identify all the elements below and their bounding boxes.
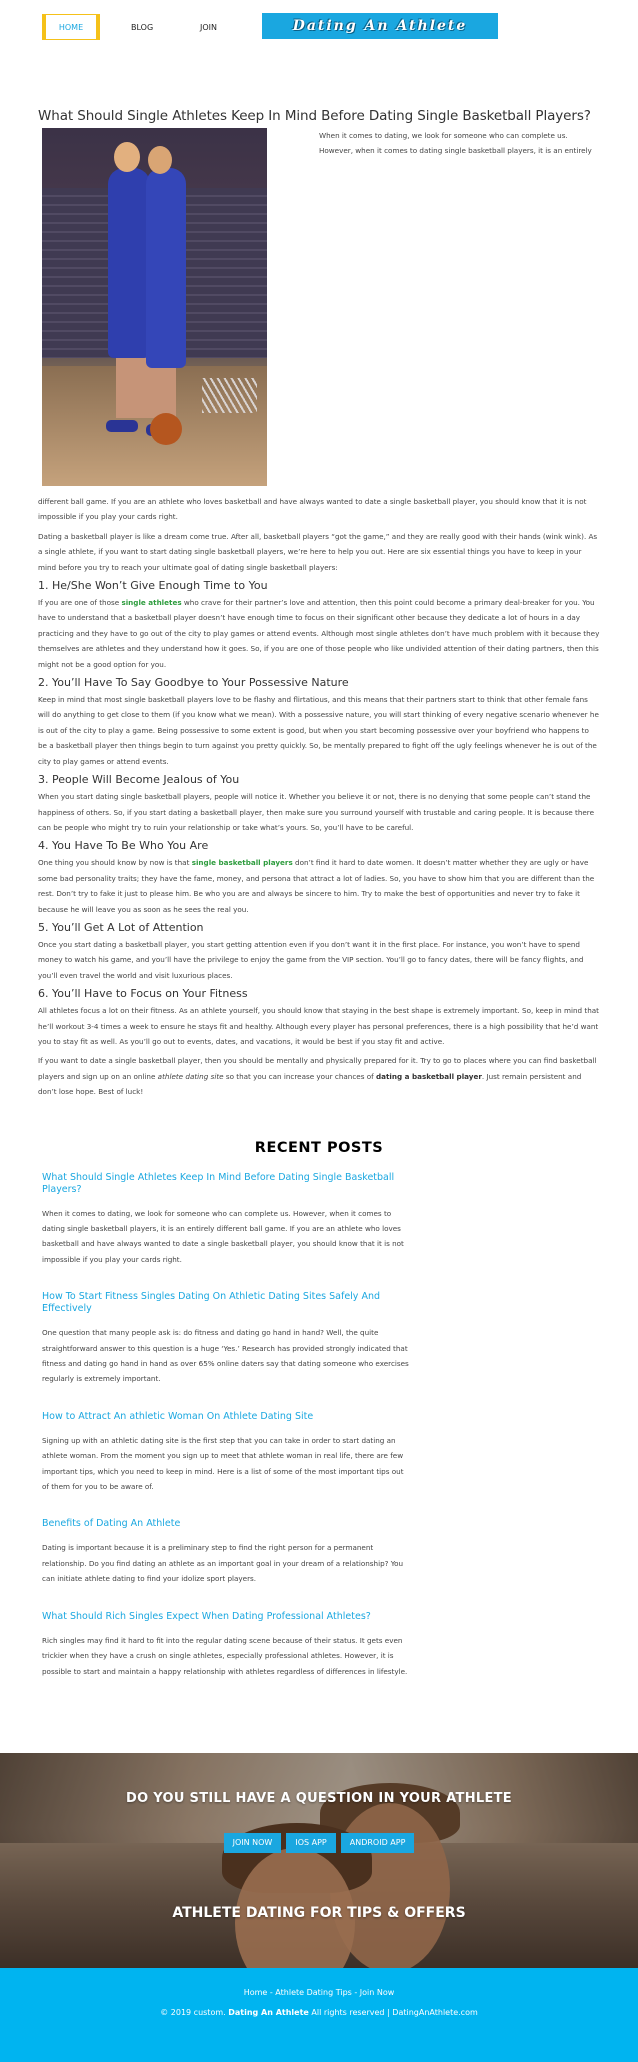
section-heading-5: 5. You’ll Get A Lot of Attention: [38, 920, 204, 934]
section-text-1: If you are one of those single athletes who crave for their partner’s love and attention, then this point could become a primary deal-breaker for you. You have to understand that a basketball player doesn’t have enough time to focus on their significant other because they dedicate a lot of hours in a day practicing and they have to go out of the city to play games or attend events. Although most single athletes don’t have much problem with it because they themselves are athletes and they understand how it goes. So, if you are one of those people who like undivided attention of their dating partners, then this might not be a good option for you.: [38, 598, 600, 669]
footer-copyright: © 2019 custom. Dating An Athlete All rights reserved | DatingAnAthlete.com: [160, 2007, 478, 2017]
footer-links[interactable]: Home - Athlete Dating Tips - Join Now: [243, 1987, 395, 1997]
recent-posts-title: RECENT POSTS: [254, 1139, 384, 1156]
article-intro: When it comes to dating, we look for someone who can complete us. However, when it comes to dating single basketball players, it is an entirely: [319, 131, 592, 156]
recent-post-excerpt: One question that many people ask is: do fitness and dating go hand in hand? Well, the quite straightforward answer to this question is a huge ‘Yes.’ Research has provided strongly indicated that fitness and dating go hand in hand as over 65% online daters say that dating someone who exercises regularly is extremely important.: [42, 1328, 409, 1384]
recent-post-title[interactable]: What Should Single Athletes Keep In Mind Before Dating Single Basketball Players?: [42, 1171, 395, 1195]
recent-post-title[interactable]: How To Start Fitness Singles Dating On Athletic Dating Sites Safely And Effectively: [42, 1291, 381, 1315]
android-app-button[interactable]: ANDROID APP: [341, 1833, 415, 1853]
section-text-6: All athletes focus a lot on their fitness. As an athlete yourself, you should know that staying in the best shape is extremely important. So, keep in mind that he’ll workout 3-4 times a week to ensure he stays fit and healthy. Although every player has personal preferences, there is a high possibility that he’d want you to stay fit as well. As you’ll go out to events, dates, and vacations, it would be best if you stay fit and active.: [38, 1006, 599, 1046]
nav-blog-link[interactable]: BLOG: [131, 22, 154, 32]
recent-post: [42, 1411, 412, 1495]
section-text-4: One thing you should know by now is that single basketball players don’t find it hard to date women. It doesn’t matter whether they are ugly or have some bad personality traits; they have the fame, money, and persona that attract a lot of ladies. So, you have to show him that you are different than the rest. Don’t try to fake it just to please him. Be who you are and always be sincere to him. Try to make the best of opportunities and never try to fake it because he will leave you as soon as he sees the real you.: [38, 858, 595, 914]
recent-post-excerpt: Rich singles may find it hard to fit into the regular dating scene because of their status. It gets even trickier when they have a crush on single athletes, especially professional athletes. However, it is possible to start and maintain a happy relationship with athletes regardless of differences in lifestyle.: [42, 1635, 408, 1676]
single-basketball-players-link[interactable]: single basketball players: [191, 858, 293, 868]
cta-banner: [0, 1753, 638, 1968]
section-text-3: When you start dating single basketball players, people will notice it. Whether you believe it or not, there is no denying that some people can’t stand the happiness of others. So, if you start dating a basketball player, then make sure you surround yourself with trustable and caring people. It is because there can be people who might try to ruin your relationship or take what’s yours. So, you’ll have to be careful.: [38, 792, 595, 832]
article: [0, 70, 638, 1100]
recent-posts: [0, 1104, 638, 1733]
recent-post-excerpt: Signing up with an athletic dating site is the first step that you can take in order to start dating an athlete woman. From the moment you sign up to meet that athlete woman in real life, there are few important tips, which you need to keep in mind. Here is a list of some of the most important tips out of them for you to be aware of.: [42, 1435, 404, 1492]
section-heading-6: 6. You’ll Have to Focus on Your Fitness: [38, 987, 248, 1001]
article-outro: If you want to date a single basketball player, then you should be mentally and physically prepared for it. Try to go to places where you can find basketball players and sign up on an online athlete dating site so that you can increase your chances of dating a basketball player. Just remain persistent and don’t lose hope. Best of luck!: [38, 1056, 597, 1097]
nav-home-link[interactable]: HOME: [42, 14, 100, 40]
article-intro-continued: different ball game. If you are an athlete who loves basketball and have always wanted to date a single basketball player, you should know that it is not impossible if you play your cards right.: [38, 497, 587, 522]
recent-post: [42, 1518, 412, 1586]
section-heading-1: 1. He/She Won’t Give Enough Time to You: [38, 579, 268, 593]
banner-buttons: [0, 1833, 638, 1853]
recent-post: [42, 1611, 412, 1679]
recent-post-title[interactable]: How to Attract An athletic Woman On Athlete Dating Site: [42, 1410, 314, 1422]
site-logo-text: Dating An Athlete: [292, 18, 468, 34]
nav-join-link[interactable]: JOIN: [200, 22, 217, 32]
ios-app-button[interactable]: IOS APP: [286, 1833, 335, 1853]
banner-question: DO YOU STILL HAVE A QUESTION IN YOUR ATHLETE: [126, 1790, 512, 1806]
section-text-5: Once you start dating a basketball player, you start getting attention even if you don’t want it in the first place. For instance, you won’t have to spend money to watch his game, and you’ll have the privilege to enjoy the game from the VIP section. You’ll go to fancy dates, there will be fancy flights, and you’ll even travel the world and visit luxurious places.: [38, 939, 584, 980]
site-header: [0, 0, 638, 70]
join-now-button[interactable]: JOIN NOW: [224, 1833, 282, 1853]
recent-post: [42, 1291, 412, 1387]
recent-post-excerpt: Dating is important because it is a preliminary step to find the right person for a permanent relationship. Do you find dating an athlete as an important goal in your dream of a relationship? You can initiate athlete dating to find your idolize sport players.: [42, 1543, 404, 1584]
recent-post-excerpt: When it comes to dating, we look for someone who can complete us. However, when it comes to dating single basketball players, it is an entirely different ball game. If you are an athlete who loves basketball and have always wanted to date a single basketball player, you should know that it is not impossible if you play your cards right.: [42, 1208, 404, 1264]
section-heading-4: 4. You Have To Be Who You Are: [38, 839, 209, 853]
site-logo[interactable]: [262, 13, 498, 39]
banner-subtitle: ATHLETE DATING FOR TIPS & OFFERS: [172, 1904, 466, 1921]
section-text-2: Keep in mind that most single basketball players love to be flashy and flirtatious, and this means that their partners start to think that other female fans will do anything to get close to them (if you know what we mean). With a possessive nature, you will start thinking of every negative scenario whenever he is out of the city to play a game. Being possessive to some extent is good, but when you start becoming possessive over your boyfriend who happens to be a basketball player then things begin to turn against you pretty quickly. So, be mentally prepared to fight off the ugly feelings whenever he is out of the city to play games or attend events.: [38, 695, 599, 766]
recent-post-title[interactable]: Benefits of Dating An Athlete: [42, 1518, 181, 1530]
section-heading-3: 3. People Will Become Jealous of You: [38, 773, 240, 787]
article-photo: [42, 128, 267, 486]
recent-post-title[interactable]: What Should Rich Singles Expect When Dating Professional Athletes?: [42, 1610, 371, 1622]
site-footer: [0, 1968, 638, 2062]
recent-post: [42, 1172, 412, 1268]
article-paragraph: Dating a basketball player is like a dream come true. After all, basketball players “got the game,” and they are really good with their hands (wink wink). As a single athlete, if you want to start dating single basketball players, we’re here to help you out. Here are six essential things you have to keep in your mind before you try to reach your ultimate goal of dating single basketball players:: [38, 531, 598, 572]
section-heading-2: 2. You’ll Have To Say Goodbye to Your Possessive Nature: [38, 676, 349, 690]
single-athletes-link[interactable]: single athletes: [121, 598, 182, 608]
article-title: What Should Single Athletes Keep In Mind Before Dating Single Basketball Players?: [38, 108, 591, 124]
